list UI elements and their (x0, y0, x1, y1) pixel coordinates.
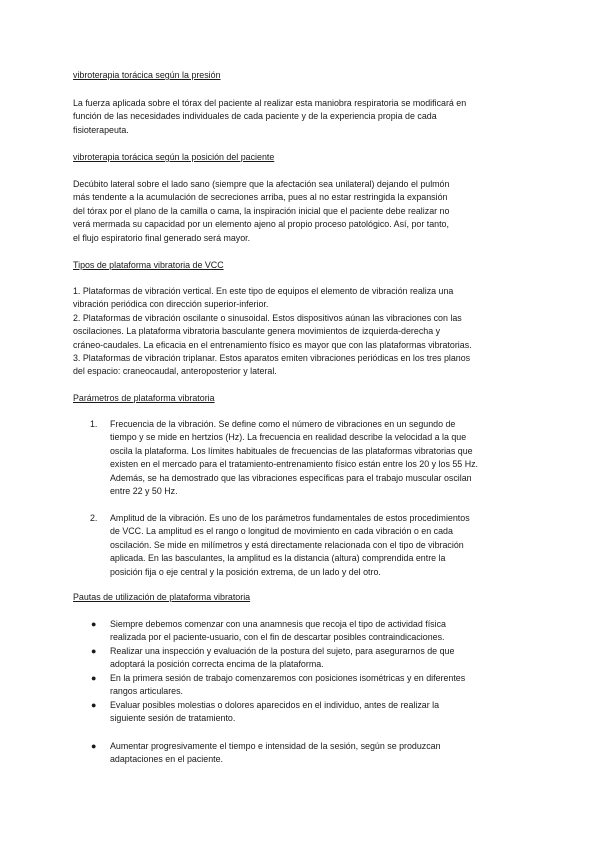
paragraph-line: 2. Plataformas de vibración oscilante o sinusoidal. Estos dispositivos aúnan las vibraciones con las (73, 312, 462, 323)
paragraph-line: vibración periódica con dirección superior-inferior. (73, 299, 269, 310)
section-heading-presion: vibroterapia torácica según la presión (73, 70, 221, 80)
list-number: 2. (90, 513, 98, 523)
item-line: Además, se ha demostrado que las vibraciones específicas para el trabajo muscular oscilan (110, 472, 472, 483)
item-line: posición fija o eje central y la posición extrema, de un lado y del otro. (110, 566, 381, 577)
numbered-item-text (110, 418, 550, 498)
bullet-item-text (110, 699, 550, 726)
item-line: aplicada. En las basculantes, la amplitud es la distancia (altura) comprendida entre la (110, 553, 446, 564)
item-line: Siempre debemos comenzar con una anamnesis que recoja el tipo de actividad física (110, 619, 446, 629)
item-line: tiempo y se mide en hertzios (Hz). La frecuencia en realidad describe la velocidad a la que (110, 432, 467, 443)
item-line: Realizar una inspección y evaluación de la postura del sujeto, para asegurarnos de que (110, 646, 455, 656)
paragraph-line: Decúbito lateral sobre el lado sano (siempre que la afectación sea unilateral) dejando el pulmón (73, 179, 450, 189)
item-line: adaptaciones en el paciente. (110, 754, 223, 765)
paragraph-line: más tendente a la acumulación de secreciones arriba, pues al no estar restringida la expansión (73, 192, 448, 203)
item-line: Evaluar posibles molestias o dolores aparecidos en el individuo, antes de realizar la (110, 700, 440, 710)
paragraph-line: función de las necesidades individuales de cada paciente y de la experiencia propia de cada (73, 111, 437, 122)
bullet-icon: ● (91, 673, 97, 683)
section-heading-parametros: Parámetros de plataforma vibratoria (73, 393, 215, 403)
section-heading-tipos: Tipos de plataforma vibratoria de VCC (73, 260, 224, 270)
paragraph-line: del espacio: craneocaudal, anteroposterior y lateral. (73, 366, 277, 377)
bullet-item-text (110, 740, 550, 767)
bullet-item-text (110, 618, 550, 645)
list-number: 1. (90, 419, 98, 429)
item-line: adoptará la posición correcta encima de la plataforma. (110, 659, 324, 670)
section-heading-pautas: Pautas de utilización de plataforma vibratoria (73, 592, 251, 602)
item-line: oscilación. Se mide en milímetros y está directamente relacionada con el tipo de vibración (110, 539, 464, 550)
paragraph-line: oscilaciones. La plataforma vibratoria basculante genera movimientos de izquierda-derecha y (73, 326, 441, 337)
item-line: Frecuencia de la vibración. Se define como el número de vibraciones en un segundo de (110, 419, 456, 429)
paragraph-line: 1. Plataformas de vibración vertical. En este tipo de equipos el elemento de vibración realiza una (73, 286, 454, 296)
numbered-item-text (110, 512, 550, 579)
item-line: existen en el mercado para el tratamiento-entrenamiento físico están entre los 20 y los 55 Hz. (110, 459, 479, 470)
paragraph-line: fisioterapeuta. (73, 124, 129, 135)
item-line: rangos articulares. (110, 686, 184, 697)
paragraph-line: cráneo-caudales. La eficacia en el entrenamiento físico es mayor que con las plataformas vibratorias. (73, 339, 472, 350)
section-heading-posicion: vibroterapia torácica según la posición del paciente (73, 152, 275, 162)
item-line: entre 22 y 50 Hz. (110, 486, 178, 497)
paragraph-posicion (73, 178, 533, 245)
paragraph-line: del tórax por el plano de la camilla o cama, la inspiración inicial que el paciente debe realizar no (73, 205, 450, 216)
item-line: siguiente sesión de tratamiento. (110, 713, 236, 724)
paragraph-tipos (73, 285, 533, 379)
bullet-icon: ● (91, 646, 97, 656)
paragraph-line: verá mermada su capacidad por un elemento ajeno al propio proceso patológico. Así, por tanto, (73, 219, 449, 230)
item-line: En la primera sesión de trabajo comenzaremos con posiciones isométricas y en diferentes (110, 673, 466, 683)
bullet-item-text (110, 672, 550, 699)
paragraph-line: La fuerza aplicada sobre el tórax del paciente al realizar esta maniobra respiratoria se modificará en (73, 98, 467, 108)
bullet-icon: ● (91, 700, 97, 710)
item-line: Aumentar progresivamente el tiempo e intensidad de la sesión, según se produzcan (110, 741, 441, 751)
item-line: realizada por el paciente-usuario, con el fin de descartar posibles contraindicaciones. (110, 632, 445, 643)
bullet-icon: ● (91, 741, 97, 751)
item-line: Amplitud de la vibración. Es uno de los parámetros fundamentales de estos procedimientos (110, 513, 470, 523)
bullet-icon: ● (91, 619, 97, 629)
item-line: oscila la plataforma. Los límites habituales de frecuencias de las plataformas vibratorias que (110, 445, 473, 456)
paragraph-line: el flujo espiratorio final generado será mayor. (73, 232, 251, 243)
paragraph-presion (73, 97, 533, 137)
paragraph-line: 3. Plataformas de vibración triplanar. Estos aparatos emiten vibraciones periódicas en los tres planos (73, 353, 471, 364)
bullet-item-text (110, 645, 550, 672)
item-line: de VCC. La amplitud es el rango o longitud de movimiento en cada vibración o en cada (110, 526, 453, 537)
